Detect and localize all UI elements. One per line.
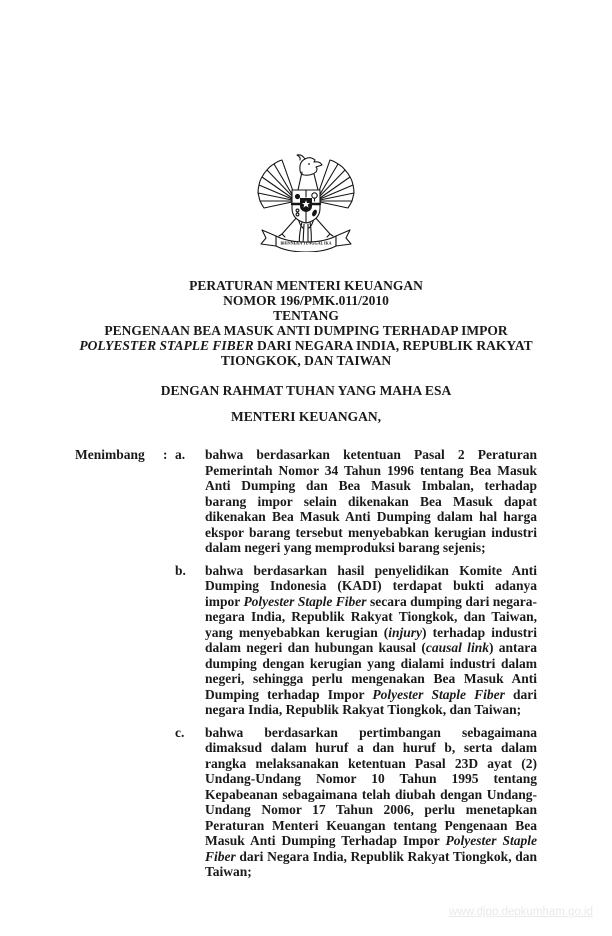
considering-section xyxy=(75,447,537,880)
authority-line: MENTERI KEUANGAN, xyxy=(230,409,381,424)
considering-item-b xyxy=(75,563,537,718)
garuda-pancasila-emblem xyxy=(256,152,356,252)
item-marker: b. xyxy=(175,562,186,578)
wing-right-icon xyxy=(318,160,354,208)
title-institution: PERATURAN MENTERI KEUANGAN xyxy=(189,278,423,293)
wing-left-icon xyxy=(258,160,294,208)
watermark-url: www.djpp.depkumham.go.id xyxy=(449,906,593,918)
title-number: NOMOR 196/PMK.011/2010 xyxy=(223,293,389,308)
pancasila-shield-icon xyxy=(292,190,320,223)
considering-colon: : xyxy=(163,447,168,462)
item-marker: a. xyxy=(175,447,186,462)
document-title-block xyxy=(75,278,537,368)
invocation-line: DENGAN RAHMAT TUHAN YANG MAHA ESA xyxy=(160,383,452,398)
item-text: bahwa berdasarkan pertimbangan sebagaimana dimaksud dalam huruf a dan huruf b, serta dalam rangka melaksanakan ketentuan Pasal 23D ayat (2) Undang-Undang Nomor 10 Tahun 1995 tentang Kepabeanan sebagaimana telah diubah dengan Undang-Undang Nomor 17 Tahun 2006, perlu menetapkan Peraturan Menteri Keuangan tentang Pengenaan Bea Masuk Anti Dumping Terhadap Impor Polyester Staple Fiber dari Negara India, Republik Rakyat Tiongkok, dan Taiwan; xyxy=(205,724,538,879)
item-marker: c. xyxy=(175,724,185,740)
considering-item-c xyxy=(75,725,537,880)
item-text: bahwa berdasarkan ketentuan Pasal 2 Peraturan Pemerintah Nomor 34 Tahun 1996 tentang Bea Masuk Anti Dumping dan Bea Masuk Imbalan, terhadap barang impor selain dikenakan Bea Masuk dapat dikenakan Bea Masuk Anti Dumping dalam hal harga ekspor barang tersebut menyebabkan kerugian industri dalam negeri yang memproduksi barang sejenis; xyxy=(205,447,537,555)
title-tentang: TENTANG xyxy=(273,308,339,323)
considering-item-a xyxy=(75,447,537,556)
title-subject: PENGENAAN BEA MASUK ANTI DUMPING TERHADAP IMPOR POLYESTER STAPLE FIBER DARI NEGARA INDIA, REPUBLIK RAKYAT TIONGKOK, DAN TAIWAN xyxy=(79,323,533,368)
considering-label: Menimbang xyxy=(75,447,145,462)
emblem-motto: BHINNEKA TUNGGAL IKA xyxy=(280,240,332,246)
item-text: bahwa berdasarkan hasil penyelidikan Komite Anti Dumping Indonesia (KADI) terdapat bukti adanya impor Polyester Staple Fiber secara dumping dari negara-negara India, Republik Rakyat Tiongkok, dan Taiwan, yang menyebabkan kerugian (injury) terhadap industri dalam negeri dan hubungan kausal (causal link) antara dumping dengan kerugian yang dialami industri dalam negeri, sehingga perlu mengenakan Bea Masuk Anti Dumping terhadap Impor Polyester Staple Fiber dari negara India, Republik Rakyat Tiongkok, dan Taiwan; xyxy=(205,562,538,717)
head-icon xyxy=(297,155,322,175)
